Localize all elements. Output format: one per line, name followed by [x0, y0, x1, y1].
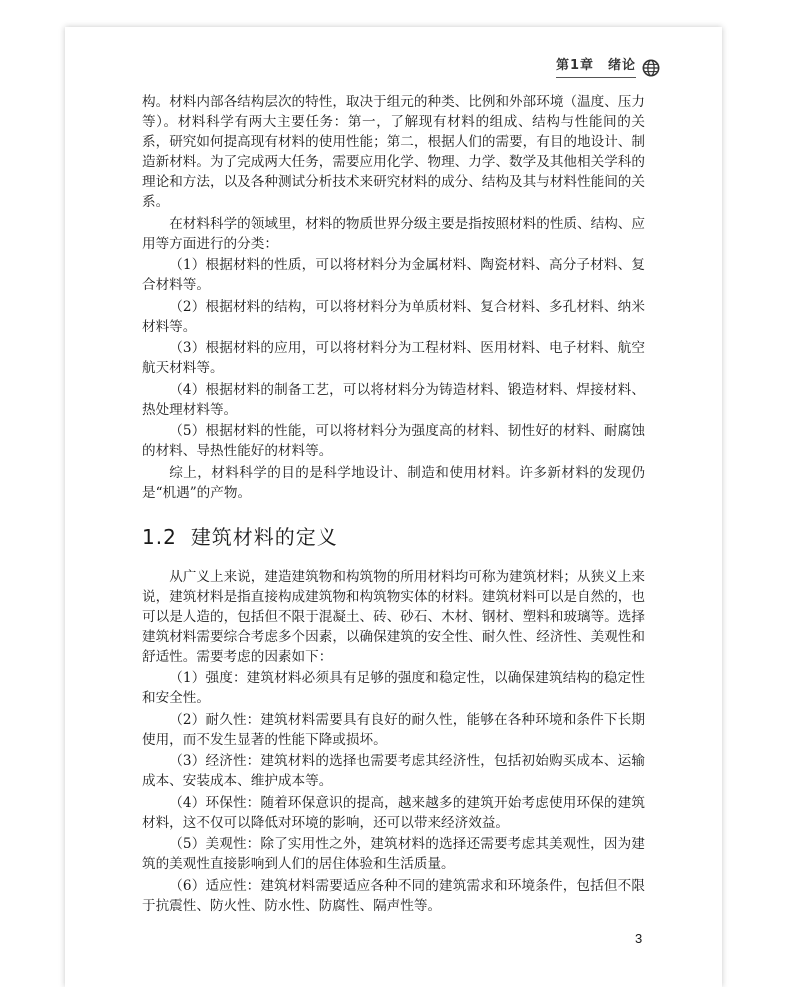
list-item: （2）根据材料的结构，可以将材料分为单质材料、复合材料、多孔材料、纳米材料等。: [142, 298, 645, 335]
paragraph: 构。材料内部各结构层次的特性，取决于组元的种类、比例和外部环境（温度、压力等）。材料科学有两大主要任务：第一，了解现有材料的组成、结构与性能间的关系，研究如何提高现有材料的使用性能；第二，根据人们的需要，有目的地设计、制造新材料。为了完成两大任务，需要应用化学、物理、力学、数学及其他相关学科的理论和方法，以及各种测试分析技术来研究材料的成分、结构及其与材料性能间的关系。: [142, 94, 645, 210]
list-item: （3）经济性：建筑材料的选择也需要考虑其经济性，包括初始购买成本、运输成本、安装成本、维护成本等。: [142, 753, 645, 789]
section-heading: [142, 523, 645, 551]
list-item: （2）耐久性：建筑材料需要具有良好的耐久性，能够在各种环境和条件下长期使用，而不发生显著的性能下降或损坏。: [142, 711, 645, 748]
list-item: （4）根据材料的制备工艺，可以将材料分为铸造材料、锻造材料、焊接材料、热处理材料等。: [142, 381, 645, 418]
paragraph: 综上，材料科学的目的是科学地设计、制造和使用材料。许多新材料的发现仍是“机遇”的产物。: [142, 464, 645, 501]
chapter-title: 第1章 绪论: [556, 58, 636, 78]
list-item: （5）根据材料的性能，可以将材料分为强度高的材料、韧性好的材料、耐腐蚀的材料、导热性能好的材料等。: [142, 423, 645, 459]
list-item: （6）适应性：建筑材料需要适应各种不同的建筑需求和环境条件，包括但不限于抗震性、防火性、防水性、防腐性、隔声性等。: [142, 877, 645, 914]
page-body: [142, 92, 645, 917]
section-number: 1.2: [142, 524, 177, 549]
globe-icon: [642, 59, 660, 77]
page-number: 3: [635, 931, 643, 946]
book-page: [65, 27, 722, 987]
list-item: （1）根据材料的性质，可以将材料分为金属材料、陶瓷材料、高分子材料、复合材料等。: [142, 257, 645, 293]
list-item: （3）根据材料的应用，可以将材料分为工程材料、医用材料、电子材料、航空航天材料等。: [142, 340, 645, 376]
list-item: （1）强度：建筑材料必须具有足够的强度和稳定性，以确保建筑结构的稳定性和安全性。: [142, 670, 645, 706]
running-header: [556, 57, 660, 79]
paragraph: 在材料科学的领域里，材料的物质世界分级主要是指按照材料的性质、结构、应用等方面进行的分类：: [142, 215, 645, 252]
list-item: （5）美观性：除了实用性之外，建筑材料的选择还需要考虑其美观性，因为建筑的美观性直接影响到人们的居住体验和生活质量。: [142, 836, 645, 872]
section-title: 建筑材料的定义: [190, 524, 338, 549]
list-item: （4）环保性：随着环保意识的提高，越来越多的建筑开始考虑使用环保的建筑材料，这不仅可以降低对环境的影响，还可以带来经济效益。: [142, 794, 645, 831]
paragraph: 从广义上来说，建造建筑物和构筑物的所用材料均可称为建筑材料；从狭义上来说，建筑材料是指直接构成建筑物和构筑物实体的材料。建筑材料可以是自然的，也可以是人造的，包括但不限于混凝土、砖、砂石、木材、钢材、塑料和玻璃等。选择建筑材料需要综合考虑多个因素，以确保建筑的安全性、耐久性、经济性、美观性和舒适性。需要考虑的因素如下：: [142, 568, 645, 665]
